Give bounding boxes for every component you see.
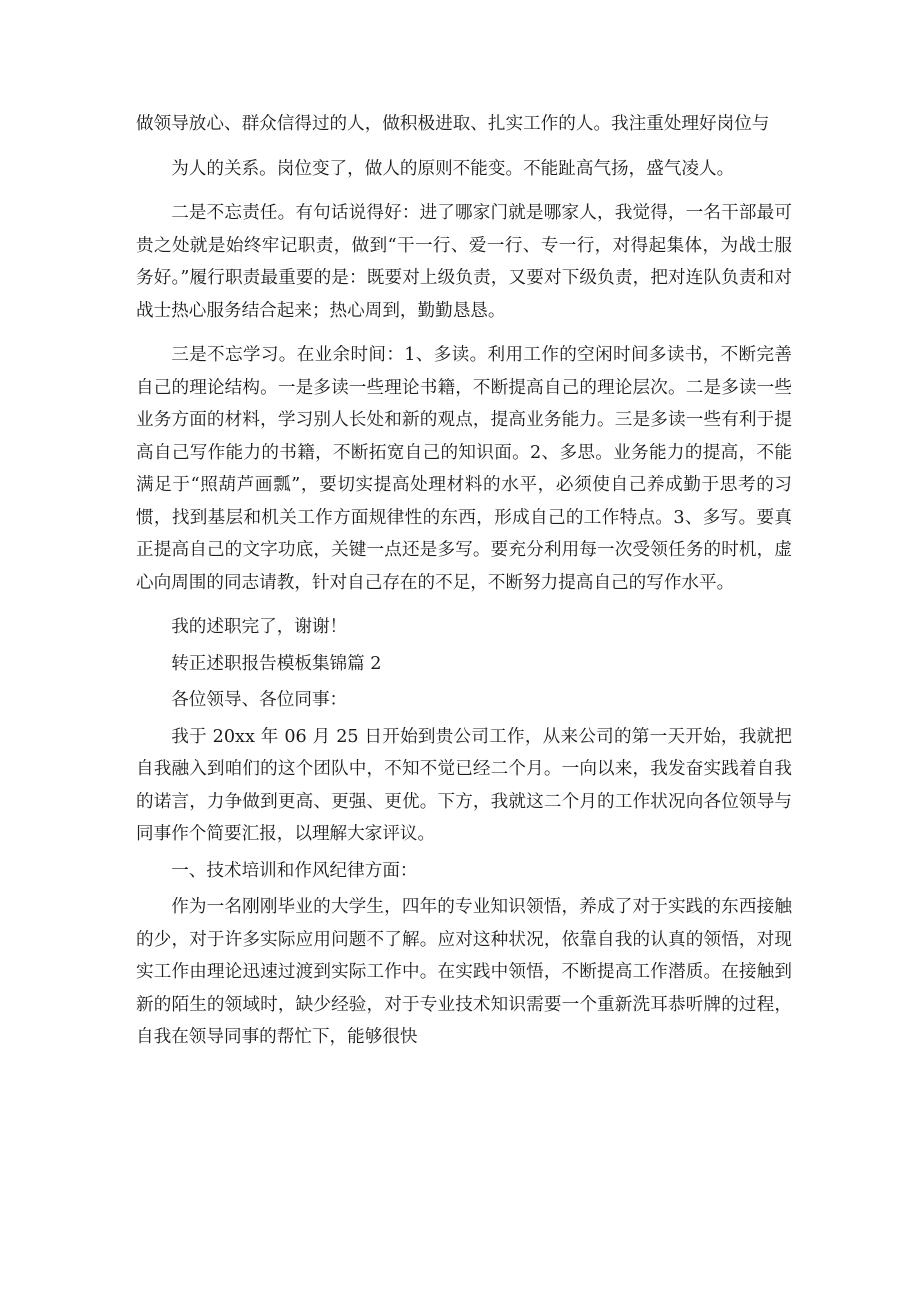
paragraph: 作为一名刚刚毕业的大学生，四年的专业知识领悟，养成了对于实践的东西接触的少，对于许多实际应用问题不了解。应对这种状况，依靠自我的认真的领悟，对现实工作由理论迅速过渡到实际工作中。在实践中领悟，不断提高工作潜质。在接触到新的陌生的领域时，缺少经验，对于专业技术知识需要一个重新洗耳恭听牌的过程，自我在领导同事的帮忙下，能够很快 — [136, 897, 792, 1047]
document-body — [136, 108, 792, 1054]
paragraph: 我的述职完了，谢谢！ — [171, 617, 348, 637]
salutation: 各位领导、各位同事： — [171, 690, 348, 710]
section-heading: 一、技术培训和作风纪律方面： — [171, 860, 418, 881]
paragraph: 三是不忘学习。在业余时间：1、多读。利用工作的空闲时间多读书，不断完善自己的理论结构。一是多读一些理论书籍，不断提高自己的理论层次。二是多读一些业务方面的材料，学习别人长处和新的观点，提高业务能力。三是多读一些有利于提高自己写作能力的书籍，不断拓宽自己的知识面。2、多思。业务能力的提高，不能满足于“照葫芦画瓢”，要切实提高处理材料的水平，必须使自己养成勤于思考的习惯，找到基层和机关工作方面规律性的东西，形成自己的工作特点。3、多写。要真正提高自己的文字功底，关键一点还是多写。要充分利用每一次受领任务的时机，虚心向周围的同志请教，针对自己存在的不足，不断努力提高自己的写作水平。 — [136, 345, 792, 593]
section-heading: 转正述职报告模板集锦篇 2 — [171, 653, 382, 674]
paragraph: 为人的关系。岗位变了，做人的原则不能变。不能趾高气扬，盛气凌人。 — [171, 158, 735, 179]
paragraph: 我于 20xx 年 06 月 25 日开始到贵公司工作，从来公司的第一天开始，我就把自我融入到咱们的这个团队中，不知不觉已经二个月。一向以来，我发奋实践着自我的诺言，力争做到更高、更强、更优。下方，我就这二个月的工作状况向各位领导与同事作个简要汇报，以理解大家评议。 — [136, 726, 792, 844]
paragraph: 做领导放心、群众信得过的人，做积极进取、扎实工作的人。我注重处理好岗位与 — [136, 114, 770, 134]
paragraph: 二是不忘责任。有句话说得好：进了哪家门就是哪家人，我觉得，一名干部最可贵之处就是始终牢记职责，做到“干一行、爱一行、专一行，对得起集体，为战士服务好。”履行职责最重要的是：既要对上级负责，又要对下级负责，把对连队负责和对战士热心服务结合起来；热心周到，勤勤恳恳。 — [136, 203, 792, 321]
